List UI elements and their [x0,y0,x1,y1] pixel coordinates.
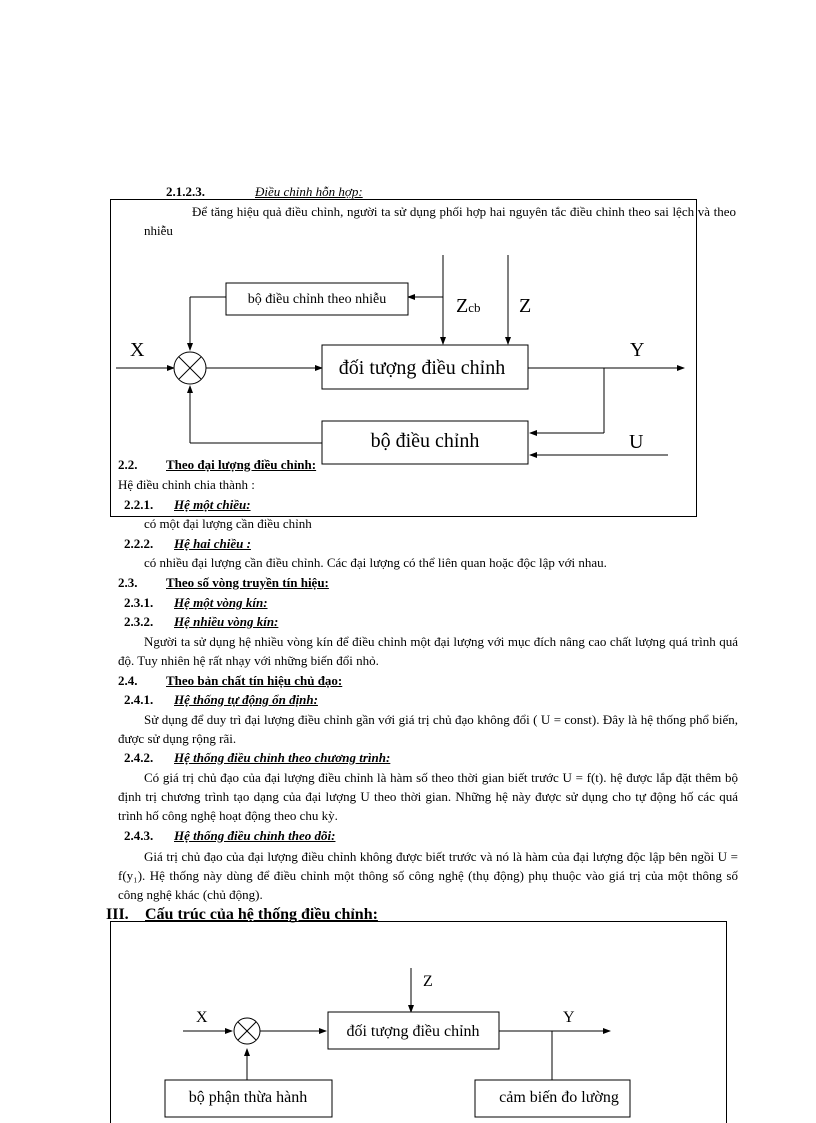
section-23-title: Theo số vòng truyền tín hiệu: [166,575,329,590]
section-3-number: III. [106,906,129,923]
intro-paragraph: Để tăng hiệu quả điều chỉnh, người ta sử dụng phối hợp hai nguyên tắc điều chỉnh theo sai lệch và theo nhiễu [144,204,736,238]
section-24-number: 2.4. [118,673,138,688]
zcb-label: Zcb [456,295,481,317]
section-221-text: có một đại lượng cần điều chỉnh [144,516,312,531]
section-22-title: Theo đại lượng điều chỉnh: [166,457,317,472]
section-231-title: Hệ một vòng kín: [174,595,268,610]
section-232-number: 2.3.2. [124,614,154,629]
section-2123-number: 2.1.2.3. [166,184,205,199]
section-24-title: Theo bản chất tín hiệu chủ đạo: [166,673,343,688]
section-241-number: 2.4.1. [124,692,154,707]
sensor-label: cảm biến đo lường [499,1089,619,1106]
section-232-paragraph: Người ta sử dụng hệ nhiều vòng kín để điều chỉnh một đại lượng với mục đích nâng cao chất lượng quá trình quá độ. Tuy nhiên hệ rất nhạy với những biến đổi nhỏ. [118,634,738,668]
section-222-number: 2.2.2. [124,536,154,551]
y-label-2: Y [563,1009,575,1026]
controller-label: bộ điều chỉnh [370,430,480,452]
plant-label-2: đối tượng điều chỉnh [346,1023,480,1040]
z-label-2: Z [423,973,433,990]
section-242-number: 2.4.2. [124,750,154,765]
section-222-title: Hệ hai chiều : [174,536,251,551]
u-label: U [629,431,644,453]
section-2123-title: Điều chỉnh hỗn hợp: [255,184,363,199]
section-242-title: Hệ thống điều chỉnh theo chương trình: [174,750,391,765]
section-243-title: Hệ thống điều chỉnh theo dõi: [174,828,336,843]
section-22-text: Hệ điều chỉnh chia thành : [118,477,255,492]
section-3-title: Cấu trúc của hệ thống điều chỉnh: [145,906,378,923]
section-221-number: 2.2.1. [124,497,154,512]
section-231-number: 2.3.1. [124,595,154,610]
section-241-title: Hệ thống tự động ổn định: [174,692,318,707]
section-23-number: 2.3. [118,575,138,590]
section-221-title: Hệ một chiều: [174,497,251,512]
z-label-1: Z [519,295,532,317]
actuator-label: bộ phận thừa hành [188,1089,308,1106]
section-242-paragraph: Có giá trị chủ đạo của đại lượng điều chỉnh là hàm số theo thời gian biết trước U = f(t). hệ được lắp đặt thêm bộ định trị chương trình tạo dạng của đại lượng U theo thời gian. Những hệ này được sử dụng cho tự động hố các quá trình hố công nghệ hoạt động theo chu kỳ. [118,770,738,823]
noise-controller-label: bộ điều chỉnh theo nhiễu [247,292,387,307]
section-241-paragraph: Sử dụng để duy trì đại lượng điều chỉnh gần với giá trị chủ đạo không đổi ( U = const). Đây là hệ thống phổ biến, được sử dụng rộng rãi. [118,712,738,746]
section-243-paragraph: Giá trị chủ đạo của đại lượng điều chỉnh không được biết trước và nó là hàm của đại lượng độc lập bên ngồi U = f(y₁). Hệ thống này dùng để điều chỉnh một thông số công nghệ (thụ động) phụ thuộc vào giá trị của một thông số công nghệ khác (chủ động). [118,849,738,902]
y-label-1: Y [630,339,645,361]
x-label-1: X [130,339,145,361]
section-243-number: 2.4.3. [124,828,154,843]
x-label-2: X [196,1009,208,1026]
section-232-title: Hệ nhiều vòng kín: [174,614,279,629]
section-22-number: 2.2. [118,457,138,472]
summing-junction-2 [234,1018,260,1044]
section-222-text: có nhiều đại lượng cần điều chỉnh. Các đại lượng có thể liên quan hoặc độc lập với nhau. [144,555,607,570]
plant-label-1: đối tượng điều chỉnh [338,357,506,379]
